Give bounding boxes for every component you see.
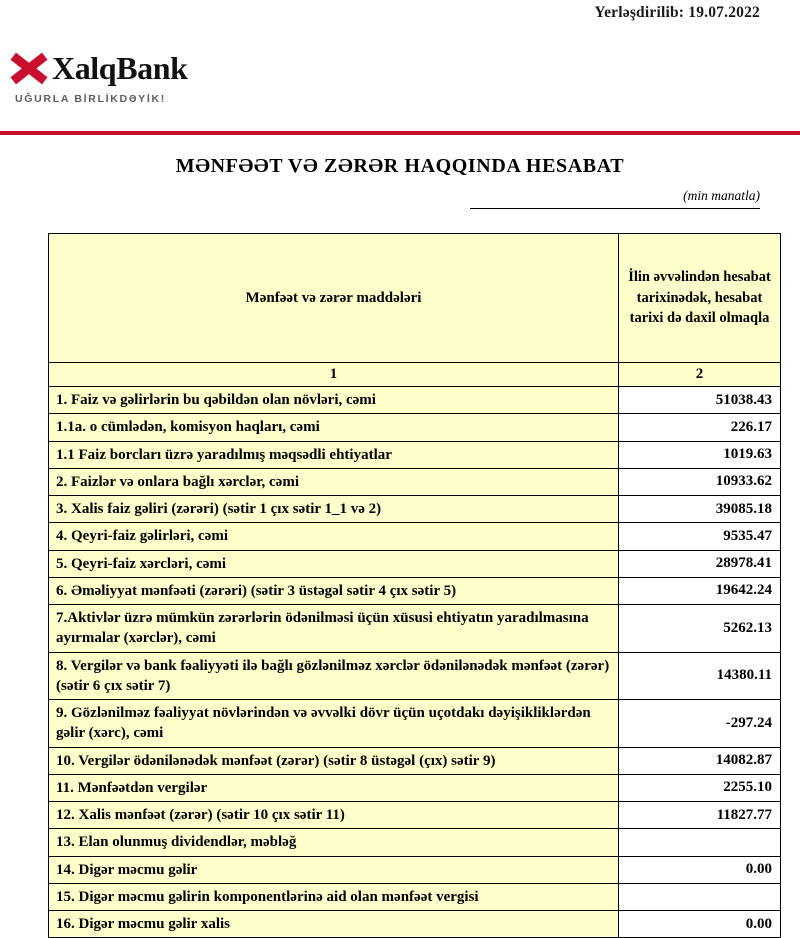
table-row	[49, 468, 781, 495]
brand-name: XalqBank	[52, 50, 188, 86]
table-row	[49, 911, 781, 938]
row-description: 9. Gözlənilməz fəaliyyat növlərindən və əvvəlki dövr üçün uçotdakı dəyişikliklərdən gəlir (xərc), cəmi	[49, 700, 619, 748]
row-value: 5262.13	[619, 605, 781, 653]
row-value	[619, 883, 781, 910]
placement-date: Yerləşdirilib: 19.07.2022	[594, 4, 760, 21]
units-underline	[470, 208, 760, 209]
row-description: 1.1 Faiz borcları üzrə yaradılmış məqsədli ehtiyatlar	[49, 441, 619, 468]
row-value: 14082.87	[619, 747, 781, 774]
row-description: 1. Faiz və gəlirlərin bu qəbildən olan növləri, cəmi	[49, 387, 619, 414]
table-row	[49, 700, 781, 748]
row-description: 6. Əməliyyat mənfəəti (zərəri) (sətir 3 üstəgəl sətir 4 çıx sətir 5)	[49, 577, 619, 604]
row-description: 14. Digər məcmu gəlir	[49, 856, 619, 883]
table-row	[49, 441, 781, 468]
table-row	[49, 652, 781, 700]
table-head	[49, 234, 781, 387]
row-value: 1019.63	[619, 441, 781, 468]
row-value: -297.24	[619, 700, 781, 748]
column-header-description: Mənfəət və zərər maddələri	[49, 234, 619, 363]
table-row	[49, 550, 781, 577]
table-row	[49, 496, 781, 523]
row-value: 51038.43	[619, 387, 781, 414]
row-description: 16. Digər məcmu gəlir xalis	[49, 911, 619, 938]
row-description: 13. Elan olunmuş dividendlər, məbləğ	[49, 829, 619, 856]
row-value: 10933.62	[619, 468, 781, 495]
row-value: 2255.10	[619, 774, 781, 801]
table-row	[49, 883, 781, 910]
table-row	[49, 414, 781, 441]
row-value: 28978.41	[619, 550, 781, 577]
column-number-row	[49, 363, 781, 387]
row-description: 3. Xalis faiz gəliri (zərəri) (sətir 1 çıx sətir 1_1 və 2)	[49, 496, 619, 523]
page-title: MƏNFƏƏT VƏ ZƏRƏR HAQQINDA HESABAT	[175, 155, 625, 177]
profit-loss-table	[48, 233, 781, 938]
row-description: 5. Qeyri-faiz xərcləri, cəmi	[49, 550, 619, 577]
row-value: 19642.24	[619, 577, 781, 604]
row-value: 0.00	[619, 911, 781, 938]
table-row	[49, 802, 781, 829]
row-value	[619, 829, 781, 856]
row-description: 10. Vergilər ödənilənədək mənfəət (zərər) (sətir 8 üstəgəl (çıx) sətir 9)	[49, 747, 619, 774]
table-body	[49, 387, 781, 938]
brand-row	[12, 52, 188, 84]
table-row	[49, 856, 781, 883]
row-value: 0.00	[619, 856, 781, 883]
row-description: 8. Vergilər və bank fəaliyyəti ilə bağlı gözlənilməz xərclər ödənilənədək mənfəət (zərər) (sətir 6 çıx sətir 7)	[49, 652, 619, 700]
table-row	[49, 747, 781, 774]
table-row	[49, 829, 781, 856]
column-number-2: 2	[619, 363, 781, 387]
table-row	[49, 774, 781, 801]
row-value: 9535.47	[619, 523, 781, 550]
row-description: 7.Aktivlər üzrə mümkün zərərlərin ödənilməsi üçün xüsusi ehtiyatın yaradılmasına ayırmalar (xərclər), cəmi	[49, 605, 619, 653]
row-description: 11. Mənfəətdən vergilər	[49, 774, 619, 801]
row-value: 11827.77	[619, 802, 781, 829]
table-header-row	[49, 234, 781, 363]
column-header-value: İlin əvvəlindən hesabat tarixinədək, hesabat tarixi də daxil olmaqla	[619, 234, 781, 363]
row-description: 4. Qeyri-faiz gəlirləri, cəmi	[49, 523, 619, 550]
table-row	[49, 577, 781, 604]
brand-tagline: UĞURLA BİRLİKDƏYİK!	[15, 93, 166, 105]
row-value: 14380.11	[619, 652, 781, 700]
column-number-1: 1	[49, 363, 619, 387]
units-note	[470, 188, 760, 209]
row-description: 1.1a. o cümlədən, komisyon haqları, cəmi	[49, 414, 619, 441]
header-divider	[0, 131, 800, 135]
table-row	[49, 523, 781, 550]
x-logo-icon	[12, 53, 46, 83]
row-value: 226.17	[619, 414, 781, 441]
row-description: 2. Faizlər və onlara bağlı xərclər, cəmi	[49, 468, 619, 495]
row-value: 39085.18	[619, 496, 781, 523]
table-row	[49, 387, 781, 414]
row-description: 12. Xalis mənfəət (zərər) (sətir 10 çıx sətir 11)	[49, 802, 619, 829]
units-label: (min manatla)	[683, 188, 760, 203]
table-row	[49, 605, 781, 653]
row-description: 15. Digər məcmu gəlirin komponentlərinə aid olan mənfəət vergisi	[49, 883, 619, 910]
bank-logo	[12, 52, 188, 105]
